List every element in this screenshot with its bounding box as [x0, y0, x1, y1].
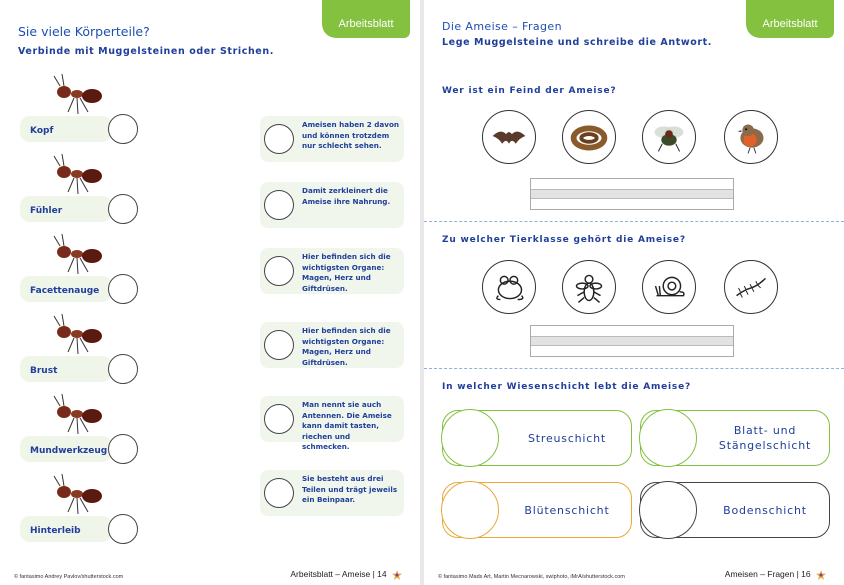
footer-page-text: Arbeitsblatt – Ameise | 14	[290, 569, 387, 580]
answer-circle[interactable]	[264, 190, 294, 220]
instruction-text: Verbinde mit Muggelsteinen oder Strichen.	[18, 46, 274, 57]
description-text: Man nennt sie auch Antennen. Die Ameise kann damit tasten, riechen und schmecken.	[302, 400, 392, 451]
description-text: Damit zerkleinert die Ameise ihre Nahrung.	[302, 186, 391, 206]
fly-icon[interactable]	[642, 110, 696, 164]
description-box	[260, 116, 404, 162]
answer-circle[interactable]	[264, 124, 294, 154]
answer-circle[interactable]	[108, 274, 138, 304]
answer-circle[interactable]	[264, 330, 294, 360]
frog-icon[interactable]	[482, 260, 536, 314]
ant-image	[50, 72, 106, 116]
layer-choice[interactable]	[640, 410, 830, 466]
robin-icon[interactable]	[724, 110, 778, 164]
star-logo-icon	[392, 570, 402, 580]
description-box	[260, 248, 404, 294]
description-box	[260, 322, 404, 368]
answer-lines-enemy[interactable]	[530, 178, 734, 210]
answer-circle[interactable]	[108, 194, 138, 224]
instruction-text: Lege Muggelsteine und schreibe die Antwort.	[442, 37, 712, 48]
snail-icon[interactable]	[642, 260, 696, 314]
question-meadow-layer: In welcher Wiesenschicht lebt die Ameise?	[442, 382, 692, 392]
footer-credit: © fantasimo Andrey Pavlov/shutterstock.com	[14, 574, 124, 580]
answer-circle[interactable]	[639, 409, 697, 467]
worksheet-banner: Arbeitsblatt	[746, 0, 834, 38]
choice-label: Streuschicht	[527, 431, 607, 445]
description-box	[260, 182, 404, 228]
choice-label: Bodenschicht	[723, 503, 807, 517]
description-text: Sie besteht aus drei Teilen und trägt jeweils ein Beinpaar.	[302, 474, 398, 504]
worksheet-page-right	[424, 0, 844, 585]
ant-image	[50, 232, 106, 276]
layer-choice[interactable]	[442, 482, 632, 538]
answer-circle[interactable]	[108, 434, 138, 464]
answer-circle[interactable]	[639, 481, 697, 539]
worksheet-page-left	[0, 0, 420, 585]
section-divider	[424, 368, 844, 369]
ant-image	[50, 392, 106, 436]
answer-circle[interactable]	[264, 256, 294, 286]
star-logo-icon	[816, 570, 826, 580]
answer-circle[interactable]	[108, 114, 138, 144]
snake-icon[interactable]	[562, 110, 616, 164]
answer-circle[interactable]	[264, 478, 294, 508]
body-part-label: Mundwerkzeug	[20, 436, 112, 462]
question-enemy: Wer ist ein Feind der Ameise?	[442, 86, 617, 96]
description-text: Ameisen haben 2 davon und können trotzdem nur schlecht sehen.	[302, 120, 400, 150]
insect-icon[interactable]	[562, 260, 616, 314]
layer-choice[interactable]	[640, 482, 830, 538]
footer-page-number	[725, 569, 826, 580]
question-animal-class: Zu welcher Tierklasse gehört die Ameise?	[442, 235, 686, 245]
answer-circle[interactable]	[441, 409, 499, 467]
answer-circle[interactable]	[108, 354, 138, 384]
description-text: Hier befinden sich die wichtigsten Organe: Magen, Herz und Giftdrüsen.	[302, 326, 391, 367]
description-box	[260, 396, 404, 451]
body-part-label: Brust	[20, 356, 112, 382]
layer-choice[interactable]	[442, 410, 632, 466]
body-part-label: Kopf	[20, 116, 112, 142]
centipede-icon[interactable]	[724, 260, 778, 314]
ant-image	[50, 472, 106, 516]
footer-credit: © fantasimo Mads Art, Martin Mecnarowski, swiphoto, iMrA/shutterstock.com	[438, 574, 625, 580]
bat-icon[interactable]	[482, 110, 536, 164]
ant-image	[50, 152, 106, 196]
worksheet-banner: Arbeitsblatt	[322, 0, 410, 38]
ant-image	[50, 312, 106, 356]
choice-label: Blatt- und Stängelschicht	[718, 424, 812, 452]
footer-page-text: Ameisen – Fragen | 16	[724, 569, 811, 580]
answer-lines-animal-class[interactable]	[530, 325, 734, 357]
description-box	[260, 470, 404, 516]
page-title: Sie viele Körperteile?	[18, 24, 150, 39]
description-text: Hier befinden sich die wichtigsten Organe: Magen, Herz und Giftdrüsen.	[302, 252, 391, 293]
body-part-label: Hinterleib	[20, 516, 112, 542]
answer-circle[interactable]	[264, 404, 294, 434]
footer-page-number	[290, 569, 402, 580]
answer-circle[interactable]	[441, 481, 499, 539]
body-part-label: Facettenauge	[20, 276, 112, 302]
page-title: Die Ameise – Fragen	[442, 20, 562, 33]
section-divider	[424, 221, 844, 222]
choice-label: Blütenschicht	[524, 503, 610, 517]
answer-circle[interactable]	[108, 514, 138, 544]
body-part-label: Fühler	[20, 196, 112, 222]
